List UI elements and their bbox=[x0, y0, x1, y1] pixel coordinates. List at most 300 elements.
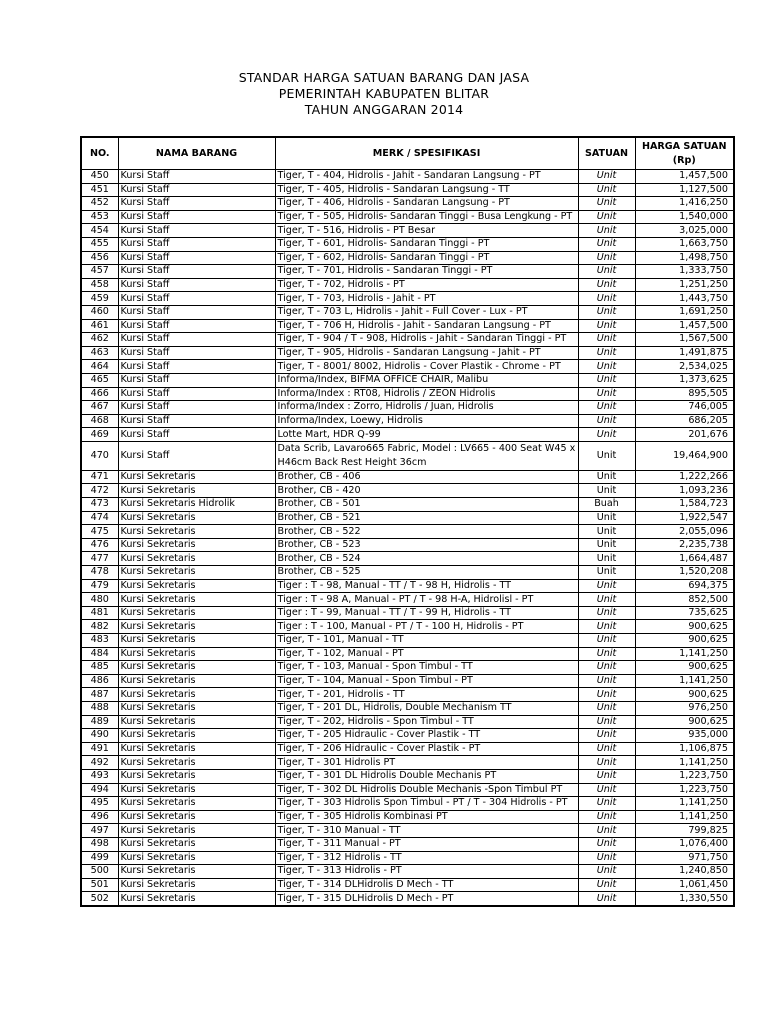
cell-no: 452 bbox=[81, 197, 118, 211]
cell-merk-spesifikasi: Tiger, T - 201 DL, Hidrolis, Double Mechanism TT bbox=[275, 701, 578, 715]
cell-nama-barang: Kursi Sekretaris bbox=[118, 674, 275, 688]
cell-nama-barang: Kursi Sekretaris bbox=[118, 715, 275, 729]
cell-nama-barang: Kursi Sekretaris bbox=[118, 579, 275, 593]
cell-nama-barang: Kursi Sekretaris bbox=[118, 797, 275, 811]
cell-nama-barang: Kursi Sekretaris bbox=[118, 634, 275, 648]
cell-harga-satuan: 201,676 bbox=[635, 428, 734, 442]
cell-no: 497 bbox=[81, 824, 118, 838]
cell-no: 481 bbox=[81, 606, 118, 620]
table-row bbox=[81, 251, 734, 265]
cell-satuan: Buah bbox=[578, 498, 635, 512]
cell-no: 462 bbox=[81, 333, 118, 347]
table-row bbox=[81, 498, 734, 512]
cell-nama-barang: Kursi Staff bbox=[118, 224, 275, 238]
table-row bbox=[81, 414, 734, 428]
cell-harga-satuan: 1,141,250 bbox=[635, 810, 734, 824]
cell-harga-satuan: 1,373,625 bbox=[635, 373, 734, 387]
cell-merk-spesifikasi: Tiger, T - 303 Hidrolis Spon Timbul - PT / T - 304 Hidrolis - PT bbox=[275, 797, 578, 811]
cell-nama-barang: Kursi Staff bbox=[118, 210, 275, 224]
cell-satuan: Unit bbox=[578, 387, 635, 401]
cell-merk-spesifikasi: Informa/Index : Zorro, Hidrolis / Juan, Hidrolis bbox=[275, 401, 578, 415]
table-row bbox=[81, 606, 734, 620]
cell-harga-satuan: 1,223,750 bbox=[635, 783, 734, 797]
cell-harga-satuan: 1,443,750 bbox=[635, 292, 734, 306]
cell-nama-barang: Kursi Sekretaris bbox=[118, 756, 275, 770]
cell-no: 461 bbox=[81, 319, 118, 333]
table-row bbox=[81, 470, 734, 484]
cell-satuan: Unit bbox=[578, 865, 635, 879]
table-row bbox=[81, 566, 734, 580]
cell-nama-barang: Kursi Staff bbox=[118, 373, 275, 387]
table-row bbox=[81, 525, 734, 539]
cell-harga-satuan: 1,584,723 bbox=[635, 498, 734, 512]
cell-merk-spesifikasi: Tiger, T - 205 Hidraulic - Cover Plastik - TT bbox=[275, 729, 578, 743]
table-row bbox=[81, 742, 734, 756]
cell-harga-satuan: 1,061,450 bbox=[635, 878, 734, 892]
cell-satuan: Unit bbox=[578, 414, 635, 428]
cell-no: 451 bbox=[81, 183, 118, 197]
cell-no: 499 bbox=[81, 851, 118, 865]
cell-nama-barang: Kursi Staff bbox=[118, 441, 275, 470]
cell-merk-spesifikasi: Tiger, T - 302 DL Hidrolis Double Mechanis -Spon Timbul PT bbox=[275, 783, 578, 797]
header-satuan: SATUAN bbox=[578, 137, 635, 170]
cell-satuan: Unit bbox=[578, 715, 635, 729]
cell-merk-spesifikasi: Tiger : T - 100, Manual - PT / T - 100 H, Hidrolis - PT bbox=[275, 620, 578, 634]
cell-satuan: Unit bbox=[578, 634, 635, 648]
cell-nama-barang: Kursi Sekretaris bbox=[118, 742, 275, 756]
table-row bbox=[81, 865, 734, 879]
cell-nama-barang: Kursi Sekretaris bbox=[118, 729, 275, 743]
cell-no: 460 bbox=[81, 305, 118, 319]
cell-no: 465 bbox=[81, 373, 118, 387]
header-harga-satuan: HARGA SATUAN (Rp) bbox=[635, 137, 734, 170]
cell-no: 450 bbox=[81, 170, 118, 184]
table-row bbox=[81, 183, 734, 197]
cell-satuan: Unit bbox=[578, 620, 635, 634]
cell-satuan: Unit bbox=[578, 183, 635, 197]
cell-harga-satuan: 1,141,250 bbox=[635, 756, 734, 770]
cell-satuan: Unit bbox=[578, 265, 635, 279]
document-title-line1: STANDAR HARGA SATUAN BARANG DAN JASA bbox=[238, 70, 530, 85]
cell-nama-barang: Kursi Sekretaris bbox=[118, 769, 275, 783]
cell-nama-barang: Kursi Staff bbox=[118, 251, 275, 265]
header-merk-spesifikasi: MERK / SPESIFIKASI bbox=[275, 137, 578, 170]
table-row bbox=[81, 373, 734, 387]
cell-no: 463 bbox=[81, 346, 118, 360]
cell-nama-barang: Kursi Staff bbox=[118, 278, 275, 292]
cell-satuan: Unit bbox=[578, 428, 635, 442]
cell-harga-satuan: 2,235,738 bbox=[635, 538, 734, 552]
table-row bbox=[81, 346, 734, 360]
cell-merk-spesifikasi: Tiger : T - 99, Manual - TT / T - 99 H, Hidrolis - TT bbox=[275, 606, 578, 620]
cell-no: 468 bbox=[81, 414, 118, 428]
cell-merk-spesifikasi: Brother, CB - 525 bbox=[275, 566, 578, 580]
table-row bbox=[81, 265, 734, 279]
cell-no: 487 bbox=[81, 688, 118, 702]
cell-no: 457 bbox=[81, 265, 118, 279]
cell-nama-barang: Kursi Sekretaris bbox=[118, 566, 275, 580]
cell-no: 492 bbox=[81, 756, 118, 770]
table-row bbox=[81, 674, 734, 688]
cell-merk-spesifikasi: Tiger : T - 98 A, Manual - PT / T - 98 H-A, Hidrolisl - PT bbox=[275, 593, 578, 607]
cell-harga-satuan: 2,534,025 bbox=[635, 360, 734, 374]
cell-no: 466 bbox=[81, 387, 118, 401]
cell-satuan: Unit bbox=[578, 783, 635, 797]
cell-satuan: Unit bbox=[578, 566, 635, 580]
cell-merk-spesifikasi: Tiger, T - 315 DLHidrolis D Mech - PT bbox=[275, 892, 578, 906]
table-row bbox=[81, 810, 734, 824]
cell-nama-barang: Kursi Sekretaris bbox=[118, 865, 275, 879]
cell-nama-barang: Kursi Staff bbox=[118, 197, 275, 211]
cell-no: 501 bbox=[81, 878, 118, 892]
cell-merk-spesifikasi: Tiger, T - 602, Hidrolis- Sandaran Tinggi - PT bbox=[275, 251, 578, 265]
cell-nama-barang: Kursi Sekretaris bbox=[118, 484, 275, 498]
table-row bbox=[81, 428, 734, 442]
cell-nama-barang: Kursi Staff bbox=[118, 333, 275, 347]
cell-harga-satuan: 852,500 bbox=[635, 593, 734, 607]
cell-satuan: Unit bbox=[578, 346, 635, 360]
cell-no: 467 bbox=[81, 401, 118, 415]
cell-merk-spesifikasi: Tiger, T - 104, Manual - Spon Timbul - PT bbox=[275, 674, 578, 688]
table-row bbox=[81, 701, 734, 715]
table-row bbox=[81, 197, 734, 211]
cell-harga-satuan: 900,625 bbox=[635, 715, 734, 729]
cell-merk-spesifikasi: Tiger, T - 905, Hidrolis - Sandaran Langsung - Jahit - PT bbox=[275, 346, 578, 360]
cell-merk-spesifikasi: Tiger, T - 201, Hidrolis - TT bbox=[275, 688, 578, 702]
cell-no: 489 bbox=[81, 715, 118, 729]
cell-harga-satuan: 1,567,500 bbox=[635, 333, 734, 347]
cell-merk-spesifikasi: Tiger, T - 312 Hidrolis - TT bbox=[275, 851, 578, 865]
cell-harga-satuan: 1,251,250 bbox=[635, 278, 734, 292]
cell-no: 473 bbox=[81, 498, 118, 512]
cell-nama-barang: Kursi Sekretaris bbox=[118, 470, 275, 484]
cell-harga-satuan: 1,141,250 bbox=[635, 797, 734, 811]
cell-satuan: Unit bbox=[578, 224, 635, 238]
cell-no: 494 bbox=[81, 783, 118, 797]
cell-merk-spesifikasi: Tiger, T - 311 Manual - PT bbox=[275, 837, 578, 851]
cell-merk-spesifikasi: Brother, CB - 406 bbox=[275, 470, 578, 484]
cell-merk-spesifikasi: Tiger, T - 301 DL Hidrolis Double Mechanis PT bbox=[275, 769, 578, 783]
cell-no: 484 bbox=[81, 647, 118, 661]
cell-harga-satuan: 900,625 bbox=[635, 688, 734, 702]
cell-no: 495 bbox=[81, 797, 118, 811]
table-row bbox=[81, 484, 734, 498]
table-row bbox=[81, 552, 734, 566]
table-row bbox=[81, 715, 734, 729]
cell-nama-barang: Kursi Staff bbox=[118, 387, 275, 401]
cell-harga-satuan: 1,333,750 bbox=[635, 265, 734, 279]
cell-satuan: Unit bbox=[578, 769, 635, 783]
cell-merk-spesifikasi: Tiger, T - 601, Hidrolis- Sandaran Tinggi - PT bbox=[275, 237, 578, 251]
cell-no: 502 bbox=[81, 892, 118, 906]
table-row bbox=[81, 237, 734, 251]
cell-nama-barang: Kursi Sekretaris Hidrolik bbox=[118, 498, 275, 512]
cell-no: 453 bbox=[81, 210, 118, 224]
table-row bbox=[81, 647, 734, 661]
cell-harga-satuan: 1,498,750 bbox=[635, 251, 734, 265]
cell-no: 455 bbox=[81, 237, 118, 251]
cell-satuan: Unit bbox=[578, 470, 635, 484]
cell-nama-barang: Kursi Sekretaris bbox=[118, 511, 275, 525]
cell-nama-barang: Kursi Sekretaris bbox=[118, 538, 275, 552]
cell-merk-spesifikasi: Tiger, T - 202, Hidrolis - Spon Timbul - TT bbox=[275, 715, 578, 729]
cell-satuan: Unit bbox=[578, 197, 635, 211]
cell-no: 500 bbox=[81, 865, 118, 879]
cell-harga-satuan: 971,750 bbox=[635, 851, 734, 865]
cell-harga-satuan: 1,093,236 bbox=[635, 484, 734, 498]
table-row bbox=[81, 401, 734, 415]
cell-satuan: Unit bbox=[578, 742, 635, 756]
table-row bbox=[81, 851, 734, 865]
cell-merk-spesifikasi: Brother, CB - 521 bbox=[275, 511, 578, 525]
cell-no: 490 bbox=[81, 729, 118, 743]
cell-no: 475 bbox=[81, 525, 118, 539]
cell-no: 479 bbox=[81, 579, 118, 593]
cell-merk-spesifikasi: Tiger, T - 313 Hidrolis - PT bbox=[275, 865, 578, 879]
cell-satuan: Unit bbox=[578, 878, 635, 892]
cell-merk-spesifikasi: Tiger, T - 505, Hidrolis- Sandaran Tinggi - Busa Lengkung - PT bbox=[275, 210, 578, 224]
cell-no: 470 bbox=[81, 441, 118, 470]
cell-satuan: Unit bbox=[578, 729, 635, 743]
cell-merk-spesifikasi: Tiger, T - 406, Hidrolis - Sandaran Langsung - PT bbox=[275, 197, 578, 211]
cell-satuan: Unit bbox=[578, 810, 635, 824]
cell-satuan: Unit bbox=[578, 278, 635, 292]
cell-harga-satuan: 900,625 bbox=[635, 620, 734, 634]
cell-satuan: Unit bbox=[578, 688, 635, 702]
cell-merk-spesifikasi: Tiger, T - 404, Hidrolis - Jahit - Sandaran Langsung - PT bbox=[275, 170, 578, 184]
cell-harga-satuan: 1,457,500 bbox=[635, 319, 734, 333]
cell-merk-spesifikasi: Tiger, T - 310 Manual - TT bbox=[275, 824, 578, 838]
table-row bbox=[81, 783, 734, 797]
cell-no: 498 bbox=[81, 837, 118, 851]
cell-harga-satuan: 1,141,250 bbox=[635, 647, 734, 661]
cell-merk-spesifikasi: Informa/Index : RT08, Hidrolis / ZEON Hidrolis bbox=[275, 387, 578, 401]
cell-no: 483 bbox=[81, 634, 118, 648]
cell-no: 486 bbox=[81, 674, 118, 688]
cell-no: 491 bbox=[81, 742, 118, 756]
table-row bbox=[81, 661, 734, 675]
cell-harga-satuan: 799,825 bbox=[635, 824, 734, 838]
cell-harga-satuan: 1,520,208 bbox=[635, 566, 734, 580]
table-row bbox=[81, 688, 734, 702]
table-row bbox=[81, 224, 734, 238]
cell-no: 474 bbox=[81, 511, 118, 525]
cell-nama-barang: Kursi Staff bbox=[118, 305, 275, 319]
cell-nama-barang: Kursi Sekretaris bbox=[118, 878, 275, 892]
cell-no: 478 bbox=[81, 566, 118, 580]
cell-nama-barang: Kursi Sekretaris bbox=[118, 661, 275, 675]
cell-merk-spesifikasi: Tiger, T - 703 L, Hidrolis - Jahit - Full Cover - Lux - PT bbox=[275, 305, 578, 319]
table-row bbox=[81, 170, 734, 184]
cell-satuan: Unit bbox=[578, 837, 635, 851]
cell-nama-barang: Kursi Staff bbox=[118, 428, 275, 442]
cell-satuan: Unit bbox=[578, 333, 635, 347]
cell-nama-barang: Kursi Sekretaris bbox=[118, 688, 275, 702]
cell-satuan: Unit bbox=[578, 797, 635, 811]
cell-nama-barang: Kursi Sekretaris bbox=[118, 851, 275, 865]
table-row bbox=[81, 511, 734, 525]
table-row bbox=[81, 538, 734, 552]
cell-merk-spesifikasi: Brother, CB - 522 bbox=[275, 525, 578, 539]
cell-harga-satuan: 1,127,500 bbox=[635, 183, 734, 197]
cell-satuan: Unit bbox=[578, 606, 635, 620]
table-row bbox=[81, 319, 734, 333]
cell-harga-satuan: 1,664,487 bbox=[635, 552, 734, 566]
cell-satuan: Unit bbox=[578, 756, 635, 770]
cell-no: 477 bbox=[81, 552, 118, 566]
cell-no: 480 bbox=[81, 593, 118, 607]
cell-nama-barang: Kursi Sekretaris bbox=[118, 892, 275, 906]
cell-nama-barang: Kursi Staff bbox=[118, 360, 275, 374]
cell-harga-satuan: 19,464,900 bbox=[635, 441, 734, 470]
cell-nama-barang: Kursi Sekretaris bbox=[118, 701, 275, 715]
cell-satuan: Unit bbox=[578, 525, 635, 539]
cell-merk-spesifikasi: Tiger, T - 516, Hidrolis - PT Besar bbox=[275, 224, 578, 238]
cell-harga-satuan: 746,005 bbox=[635, 401, 734, 415]
cell-no: 471 bbox=[81, 470, 118, 484]
cell-satuan: Unit bbox=[578, 538, 635, 552]
cell-satuan: Unit bbox=[578, 401, 635, 415]
cell-satuan: Unit bbox=[578, 319, 635, 333]
cell-no: 469 bbox=[81, 428, 118, 442]
cell-satuan: Unit bbox=[578, 647, 635, 661]
cell-harga-satuan: 976,250 bbox=[635, 701, 734, 715]
cell-harga-satuan: 900,625 bbox=[635, 634, 734, 648]
cell-no: 472 bbox=[81, 484, 118, 498]
cell-satuan: Unit bbox=[578, 210, 635, 224]
cell-merk-spesifikasi: Informa/Index, Loewy, Hidrolis bbox=[275, 414, 578, 428]
cell-merk-spesifikasi: Lotte Mart, HDR Q-99 bbox=[275, 428, 578, 442]
cell-nama-barang: Kursi Staff bbox=[118, 414, 275, 428]
cell-harga-satuan: 1,491,875 bbox=[635, 346, 734, 360]
cell-nama-barang: Kursi Sekretaris bbox=[118, 783, 275, 797]
cell-merk-spesifikasi: Tiger, T - 706 H, Hidrolis - Jahit - Sandaran Langsung - PT bbox=[275, 319, 578, 333]
cell-nama-barang: Kursi Staff bbox=[118, 183, 275, 197]
document-title-line3: TAHUN ANGGARAN 2014 bbox=[304, 102, 464, 117]
cell-satuan: Unit bbox=[578, 674, 635, 688]
cell-satuan: Unit bbox=[578, 661, 635, 675]
cell-harga-satuan: 1,540,000 bbox=[635, 210, 734, 224]
cell-nama-barang: Kursi Sekretaris bbox=[118, 606, 275, 620]
table-row bbox=[81, 305, 734, 319]
cell-no: 464 bbox=[81, 360, 118, 374]
cell-satuan: Unit bbox=[578, 511, 635, 525]
table-body bbox=[81, 170, 734, 906]
table-row bbox=[81, 620, 734, 634]
table-row bbox=[81, 837, 734, 851]
cell-nama-barang: Kursi Staff bbox=[118, 346, 275, 360]
cell-merk-spesifikasi: Brother, CB - 501 bbox=[275, 498, 578, 512]
table-row bbox=[81, 210, 734, 224]
cell-satuan: Unit bbox=[578, 552, 635, 566]
cell-no: 485 bbox=[81, 661, 118, 675]
cell-satuan: Unit bbox=[578, 579, 635, 593]
cell-harga-satuan: 735,625 bbox=[635, 606, 734, 620]
table-row bbox=[81, 729, 734, 743]
price-table bbox=[80, 136, 735, 907]
cell-no: 488 bbox=[81, 701, 118, 715]
cell-nama-barang: Kursi Sekretaris bbox=[118, 824, 275, 838]
cell-harga-satuan: 2,055,096 bbox=[635, 525, 734, 539]
cell-nama-barang: Kursi Staff bbox=[118, 319, 275, 333]
cell-harga-satuan: 1,457,500 bbox=[635, 170, 734, 184]
table-header-row bbox=[81, 137, 734, 170]
document-title-line2: PEMERINTAH KABUPATEN BLITAR bbox=[278, 86, 490, 101]
cell-harga-satuan: 686,205 bbox=[635, 414, 734, 428]
cell-no: 496 bbox=[81, 810, 118, 824]
cell-harga-satuan: 1,240,850 bbox=[635, 865, 734, 879]
table-row bbox=[81, 769, 734, 783]
cell-no: 459 bbox=[81, 292, 118, 306]
cell-satuan: Unit bbox=[578, 251, 635, 265]
cell-harga-satuan: 1,663,750 bbox=[635, 237, 734, 251]
cell-harga-satuan: 1,330,550 bbox=[635, 892, 734, 906]
cell-merk-spesifikasi: Tiger, T - 703, Hidrolis - Jahit - PT bbox=[275, 292, 578, 306]
cell-merk-spesifikasi: Tiger : T - 98, Manual - TT / T - 98 H, Hidrolis - TT bbox=[275, 579, 578, 593]
cell-merk-spesifikasi: Tiger, T - 702, Hidrolis - PT bbox=[275, 278, 578, 292]
table-row bbox=[81, 878, 734, 892]
table-row bbox=[81, 292, 734, 306]
cell-merk-spesifikasi: Tiger, T - 206 Hidraulic - Cover Plastik - PT bbox=[275, 742, 578, 756]
cell-no: 493 bbox=[81, 769, 118, 783]
cell-nama-barang: Kursi Staff bbox=[118, 265, 275, 279]
cell-harga-satuan: 1,141,250 bbox=[635, 674, 734, 688]
cell-harga-satuan: 935,000 bbox=[635, 729, 734, 743]
cell-nama-barang: Kursi Sekretaris bbox=[118, 620, 275, 634]
cell-merk-spesifikasi: Tiger, T - 405, Hidrolis - Sandaran Langsung - TT bbox=[275, 183, 578, 197]
cell-harga-satuan: 895,505 bbox=[635, 387, 734, 401]
cell-merk-spesifikasi: Tiger, T - 701, Hidrolis - Sandaran Tinggi - PT bbox=[275, 265, 578, 279]
cell-harga-satuan: 1,691,250 bbox=[635, 305, 734, 319]
cell-nama-barang: Kursi Sekretaris bbox=[118, 593, 275, 607]
cell-satuan: Unit bbox=[578, 170, 635, 184]
cell-satuan: Unit bbox=[578, 851, 635, 865]
table-row bbox=[81, 579, 734, 593]
cell-nama-barang: Kursi Staff bbox=[118, 170, 275, 184]
table-row bbox=[81, 278, 734, 292]
cell-harga-satuan: 694,375 bbox=[635, 579, 734, 593]
cell-merk-spesifikasi: Brother, CB - 524 bbox=[275, 552, 578, 566]
table-row bbox=[81, 634, 734, 648]
cell-merk-spesifikasi: Tiger, T - 904 / T - 908, Hidrolis - Jahit - Sandaran Tinggi - PT bbox=[275, 333, 578, 347]
cell-merk-spesifikasi: Tiger, T - 102, Manual - PT bbox=[275, 647, 578, 661]
header-no: NO. bbox=[81, 137, 118, 170]
table-row bbox=[81, 593, 734, 607]
cell-nama-barang: Kursi Sekretaris bbox=[118, 837, 275, 851]
cell-merk-spesifikasi: Brother, CB - 420 bbox=[275, 484, 578, 498]
cell-satuan: Unit bbox=[578, 484, 635, 498]
cell-merk-spesifikasi: Tiger, T - 8001/ 8002, Hidrolis - Cover Plastik - Chrome - PT bbox=[275, 360, 578, 374]
cell-nama-barang: Kursi Staff bbox=[118, 292, 275, 306]
cell-no: 454 bbox=[81, 224, 118, 238]
table-row bbox=[81, 797, 734, 811]
cell-nama-barang: Kursi Sekretaris bbox=[118, 525, 275, 539]
cell-satuan: Unit bbox=[578, 237, 635, 251]
cell-nama-barang: Kursi Staff bbox=[118, 237, 275, 251]
cell-no: 476 bbox=[81, 538, 118, 552]
table-row bbox=[81, 441, 734, 470]
cell-merk-spesifikasi: Informa/Index, BIFMA OFFICE CHAIR, Malibu bbox=[275, 373, 578, 387]
cell-nama-barang: Kursi Staff bbox=[118, 401, 275, 415]
cell-harga-satuan: 1,922,547 bbox=[635, 511, 734, 525]
cell-harga-satuan: 1,076,400 bbox=[635, 837, 734, 851]
cell-merk-spesifikasi: Tiger, T - 314 DLHidrolis D Mech - TT bbox=[275, 878, 578, 892]
table-row bbox=[81, 824, 734, 838]
table-row bbox=[81, 387, 734, 401]
cell-satuan: Unit bbox=[578, 824, 635, 838]
table-row bbox=[81, 892, 734, 906]
table-row bbox=[81, 756, 734, 770]
